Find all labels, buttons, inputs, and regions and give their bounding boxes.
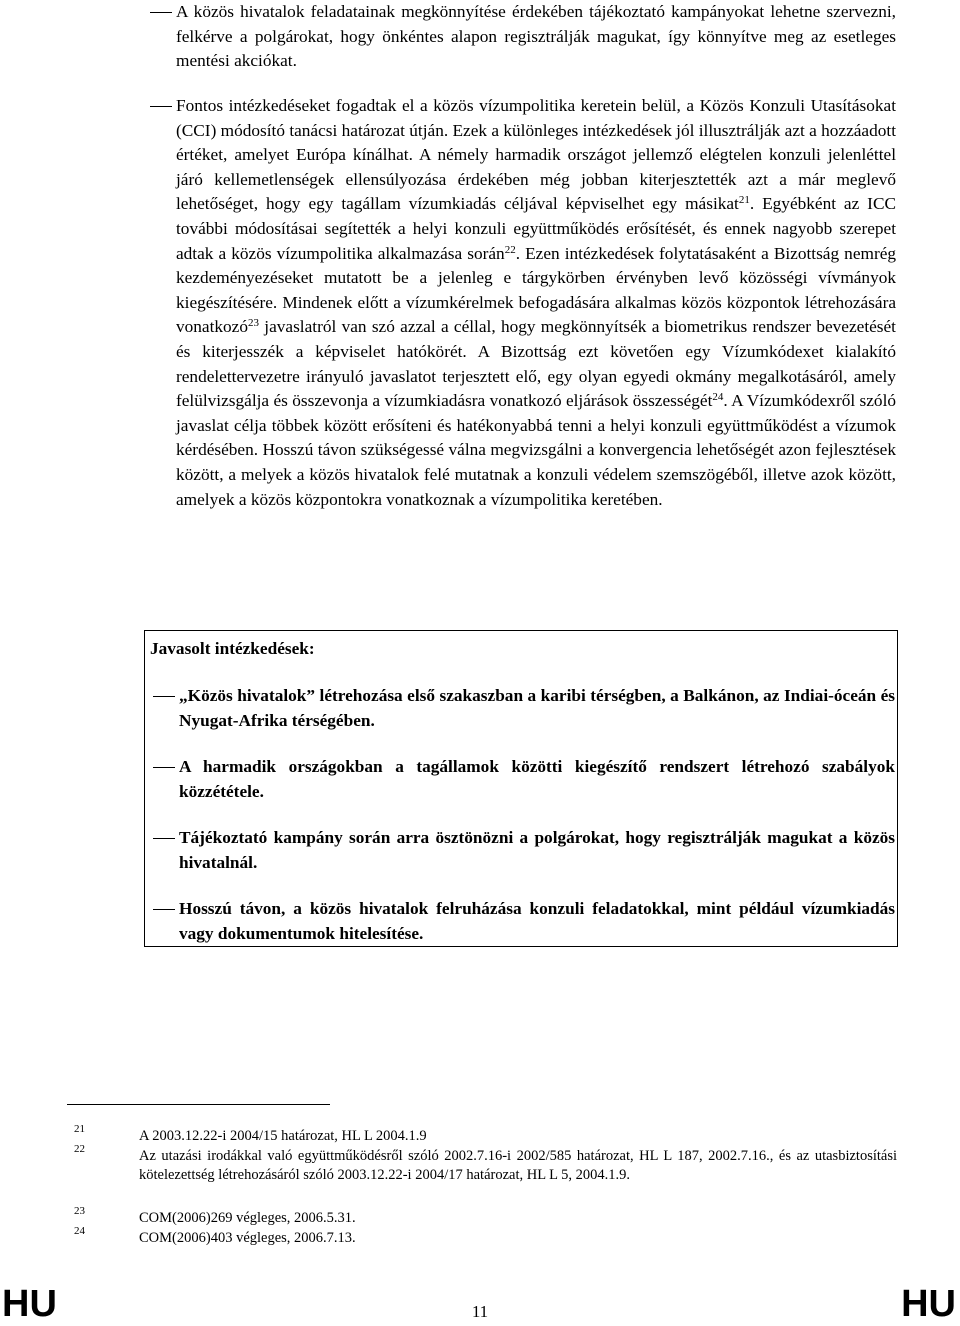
footnote-ref-22[interactable]: 22	[504, 243, 516, 256]
measure-item	[149, 897, 895, 946]
footnote-ref-24[interactable]: 24	[712, 391, 724, 404]
footnote-24	[67, 1225, 897, 1248]
footnote-text: COM(2006)269 végleges, 2006.5.31.	[139, 1210, 356, 1226]
footnote-ref-21[interactable]: 21	[738, 194, 750, 207]
bullet-text: A közös hivatalok feladatainak megkönnyítése érdekében tájékoztató kampányokat lehetne szervezni, felkérve a polgárokat, hogy önkéntes alapon regisztrálják magukat, így könnyítve meg az esetleges mentési akciókat.	[176, 2, 896, 71]
bullet-text: Fontos intézkedéseket fogadtak el a közös vízumpolitika keretein belül, a Közös Konzuli Utasításokat (CCI) módosító tanácsi határozat útján. Ezek a különleges intézkedések jól illusztrálják azt a hozzáadott értéket, amelyet Európa kínálhat. A némely harmadik országot jellemző elégtelen konzuli jelenléttel járó kellemetlenségek ellensúlyozása érdekében még jobban kiterjesztették azt a már meglevő lehetőséget, hogy egy tagállam vízumkiadás céljával képviselhet egy másikat$^{21}$. Egyébként az ICC további módosításai segítették a helyi konzuli együttműködés erősítését, és ennek nagyobb szerepet adtak a közös vízumpolitika alkalmazása során$^{22}$. Ezen intézkedések folytatásaként a Bizottság nemrég kezdeményezéseket mutatott be a jelenleg e tárgykörben érvényben levő közösségi vívmányok kiegészítésére. Mindenek előtt a vízumkérelmek befogadására alkalmas közös központok létrehozására vonatkozó$^{23}$ javaslatról van szó azzal a céllal, hogy megkönnyítsék a biometrikus rendszer bevezetését és kiterjesszék a képviselet hatókörét. A Bizottság ezt követően egy Vízumkódexet kialakító rendelettervezetre irányuló javaslatot terjesztett elő, egy olyan egyedi okmány megalkotásáról, amely felülvizsgálja és összevonja a vízumkiadásra vonatkozó eljárások összességét$^{24}$. A Vízumkódexről szóló javaslat célja többek között erősíteni és hatékonyabbá tenni a helyi konzuli együttműködést a vízumok kérdésében. Hosszú távon szükségessé válna megvizsgálni a konvergencia lehetőségét azon fejlesztések között, a melyek a közös hivatalok felé mutatnak a konzuli védelem szemszögéből, illetve azok között, amelyek a közös központokra vonatkoznak a vízumpolitika keretében.	[176, 96, 897, 509]
footnote-separator	[67, 1104, 330, 1105]
footnote-number: 23	[74, 1205, 85, 1217]
measure-text: Tájékoztató kampány során arra ösztönözni a polgárokat, hogy regisztrálják magukat a közös hivatalnál.	[179, 828, 895, 872]
bullet-item-visa-policy	[146, 94, 896, 512]
footnote-number: 21	[74, 1123, 85, 1135]
measure-text: Hosszú távon, a közös hivatalok felruházása konzuli feladatokkal, mint például vízumkiadás vagy dokumentumok hitelesítése.	[179, 899, 895, 943]
language-code-right: HU	[901, 1283, 956, 1325]
measure-text: A harmadik országokban a tagállamok közötti kiegészítő rendszert létrehozó szabályok közzététele.	[179, 757, 895, 801]
page-number: 11	[471, 1302, 489, 1321]
footnote-21	[67, 1123, 897, 1146]
footnote-text: A 2003.12.22-i 2004/15 határozat, HL L 2004.1.9	[139, 1128, 427, 1144]
footnote-22	[67, 1143, 897, 1185]
footnote-number: 22	[74, 1143, 85, 1155]
footnote-text: Az utazási irodákkal való együttműködésről szóló 2002.7.16-i 2002/585 határozat, HL L 187, 2002.7.16., és az utasbiztosítási kötelezettség létrehozásáról szóló 2003.12.22-i 2004/17 határozat, HL L 5, 2004.1.9.	[139, 1148, 897, 1183]
box-title: Javasolt intézkedések:	[150, 639, 315, 658]
measure-text: „Közös hivatalok” létrehozása első szakaszban a karibi térségben, a Balkánon, az Indiai-óceán és Nyugat-Afrika térségében.	[179, 686, 895, 730]
language-code-left: HU	[2, 1283, 57, 1325]
footnote-text: COM(2006)403 végleges, 2006.7.13.	[139, 1230, 356, 1246]
footnote-number: 24	[74, 1225, 85, 1237]
footnote-23	[67, 1205, 897, 1228]
measure-item	[149, 755, 895, 804]
proposed-measures-box	[144, 630, 898, 947]
measure-item	[149, 684, 895, 733]
footnote-ref-23[interactable]: 23	[248, 317, 259, 330]
bullet-item-campaign	[146, 0, 896, 74]
measure-item	[149, 826, 895, 875]
